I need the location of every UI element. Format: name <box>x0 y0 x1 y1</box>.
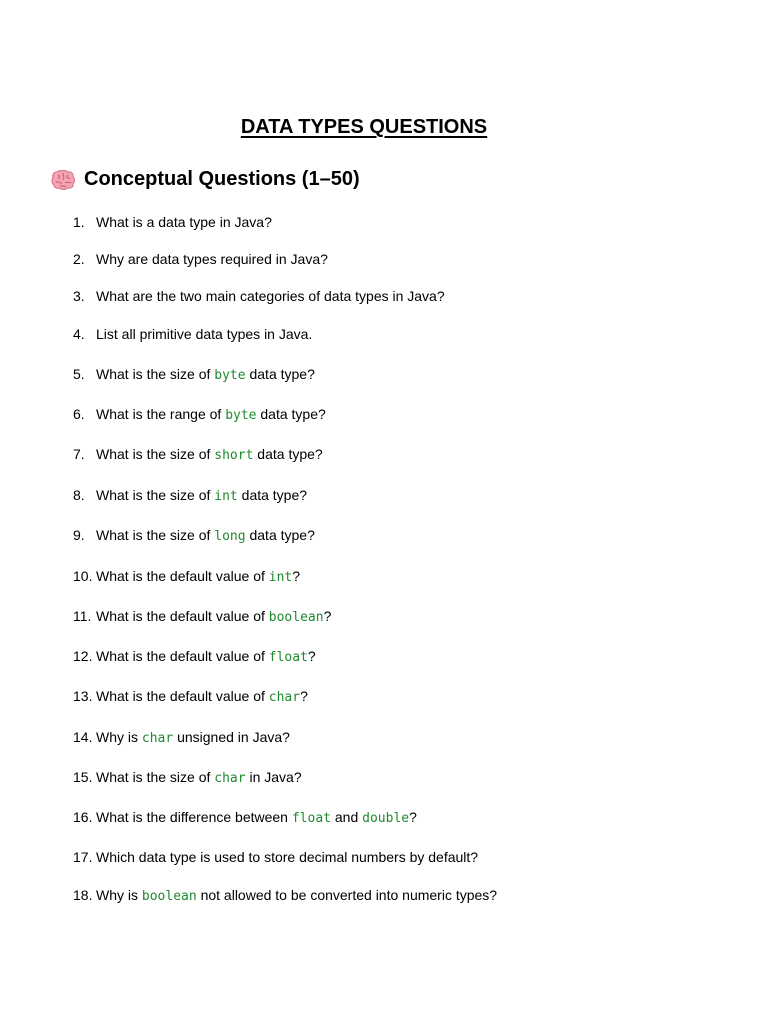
question-text: What is the default value of <box>96 648 269 664</box>
question-text: data type? <box>245 366 315 382</box>
question-number: 2. <box>73 251 85 267</box>
question-text: ? <box>307 648 316 664</box>
question-number: 9. <box>73 527 85 543</box>
question-number: 11. <box>73 608 92 624</box>
question-text: What is the range of <box>96 406 226 422</box>
code-keyword: byte <box>214 368 246 383</box>
question-item <box>73 525 315 547</box>
question-text: ? <box>292 568 301 584</box>
code-keyword: boolean <box>141 889 197 904</box>
question-item <box>73 249 328 269</box>
section-heading <box>51 168 360 191</box>
question-text: in Java? <box>245 769 302 785</box>
question-item <box>73 727 290 749</box>
question-number: 8. <box>73 487 85 503</box>
code-keyword: int <box>268 570 293 585</box>
question-number: 6. <box>73 406 85 422</box>
question-number: 7. <box>73 446 85 462</box>
question-item <box>73 485 307 507</box>
question-number: 14. <box>73 729 93 745</box>
question-text: and <box>331 809 363 825</box>
question-text: unsigned in Java? <box>173 729 290 745</box>
question-text: not allowed to be converted into numeric types? <box>196 887 498 903</box>
question-text: data type? <box>245 527 315 543</box>
question-text: data type? <box>253 446 323 462</box>
question-item <box>73 566 300 588</box>
code-keyword: char <box>214 771 246 786</box>
question-item <box>73 286 445 306</box>
code-keyword: float <box>291 811 331 826</box>
question-number: 5. <box>73 366 85 382</box>
question-text: What is the size of <box>96 487 215 503</box>
question-item <box>73 364 315 386</box>
code-keyword: char <box>141 731 174 746</box>
code-keyword: boolean <box>268 610 324 625</box>
question-item <box>73 686 308 708</box>
code-keyword: short <box>214 448 254 463</box>
document-title: DATA TYPES QUESTIONS <box>240 116 488 138</box>
question-text: What is a data type in Java? <box>96 214 272 230</box>
question-text: ? <box>300 688 308 704</box>
code-keyword: int <box>214 489 238 504</box>
question-text: data type? <box>237 487 308 503</box>
code-keyword: char <box>268 690 301 705</box>
question-text: Why is <box>96 887 142 903</box>
question-text: What is the size of <box>96 527 215 543</box>
question-text: What is the difference between <box>96 809 292 825</box>
code-keyword: long <box>214 529 246 544</box>
question-text: What is the default value of <box>96 568 269 584</box>
question-text: Why are data types required in Java? <box>96 251 328 267</box>
question-text: ? <box>323 608 332 624</box>
question-text: data type? <box>256 406 326 422</box>
question-number: 15. <box>73 769 93 785</box>
question-number: 16. <box>73 809 93 825</box>
question-number: 13. <box>73 688 93 704</box>
question-item <box>73 847 478 867</box>
code-keyword: double <box>362 811 410 826</box>
question-item <box>73 606 331 628</box>
code-keyword: byte <box>225 408 257 423</box>
question-number: 18. <box>73 887 93 903</box>
brain-icon <box>51 169 76 191</box>
question-item <box>73 212 272 232</box>
question-number: 1. <box>73 214 85 230</box>
question-text: List all primitive data types in Java. <box>96 326 313 342</box>
question-number: 4. <box>73 326 85 342</box>
question-number: 10. <box>73 568 93 584</box>
question-text: What is the size of <box>96 366 215 382</box>
question-item <box>73 444 323 466</box>
question-text: Why is <box>96 729 142 745</box>
question-text: Which data type is used to store decimal numbers by default? <box>96 849 479 865</box>
question-number: 3. <box>73 288 85 304</box>
question-item <box>73 646 316 668</box>
question-item <box>73 404 326 426</box>
question-text: What are the two main categories of data types in Java? <box>96 288 445 304</box>
question-number: 12. <box>73 648 93 664</box>
question-text: What is the default value of <box>96 688 269 704</box>
section-heading-text: Conceptual Questions (1–50) <box>84 168 360 190</box>
question-text: What is the default value of <box>96 608 269 624</box>
code-keyword: float <box>268 650 308 665</box>
question-number: 17. <box>73 849 93 865</box>
question-item <box>73 324 312 344</box>
question-item <box>73 885 497 907</box>
question-text: What is the size of <box>96 446 215 462</box>
question-text: ? <box>409 809 417 825</box>
question-item <box>73 807 417 829</box>
question-item <box>73 767 302 789</box>
question-text: What is the size of <box>96 769 215 785</box>
